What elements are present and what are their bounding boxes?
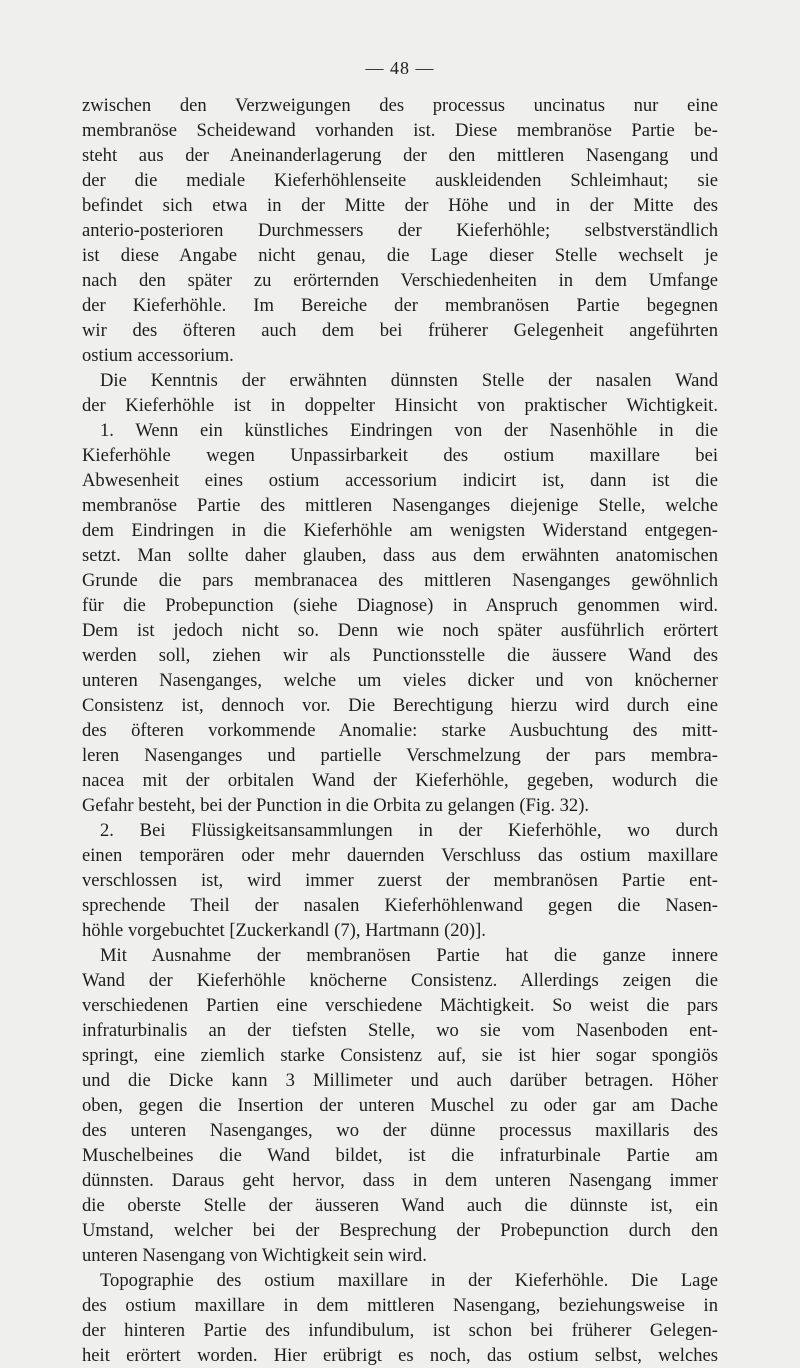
body-text: [82, 93, 718, 1368]
text-line: Kieferhöhle wegen Unpassirbarkeit des ostium maxillare bei: [82, 445, 718, 466]
text-line: heit erörtert worden. Hier erübrigt es noch, das ostium selbst, welches: [82, 1345, 718, 1366]
text-line: Mit Ausnahme der membranösen Partie hat die ganze innere: [100, 945, 718, 966]
text-line: membranöse Partie des mittleren Nasenganges diejenige Stelle, welche: [82, 495, 718, 516]
text-line: Die Kenntnis der erwähnten dünnsten Stelle der nasalen Wand: [100, 370, 718, 391]
text-line: des unteren Nasenganges, wo der dünne processus maxillaris des: [82, 1120, 718, 1141]
text-line: nach den später zu erörternden Verschiedenheiten in dem Umfange: [82, 270, 718, 291]
text-line: 2. Bei Flüssigkeitsansammlungen in der Kieferhöhle, wo durch: [100, 820, 718, 841]
text-line: infraturbinalis an der tiefsten Stelle, wo sie vom Nasenboden ent-: [82, 1020, 718, 1041]
text-line: Abwesenheit eines ostium accessorium indicirt ist, dann ist die: [82, 470, 718, 491]
text-line: Consistenz ist, dennoch vor. Die Berechtigung hierzu wird durch eine: [82, 695, 718, 716]
text-line: Wand der Kieferhöhle knöcherne Consistenz. Allerdings zeigen die: [82, 970, 718, 991]
text-line: setzt. Man sollte daher glauben, dass aus dem erwähnten anatomischen: [82, 545, 718, 566]
text-line: membranöse Scheidewand vorhanden ist. Diese membranöse Partie be-: [82, 120, 718, 141]
text-line: des ostium maxillare in dem mittleren Nasengang, beziehungsweise in: [82, 1295, 718, 1316]
text-line: der die mediale Kieferhöhlenseite auskleidenden Schleimhaut; sie: [82, 170, 718, 191]
text-line: der Kieferhöhle. Im Bereiche der membranösen Partie begegnen: [82, 295, 718, 316]
text-line: einen temporären oder mehr dauernden Verschluss das ostium maxillare: [82, 845, 718, 866]
text-line: oben, gegen die Insertion der unteren Muschel zu oder gar am Dache: [82, 1095, 718, 1116]
text-line: wir des öfteren auch dem bei früherer Gelegenheit angeführten: [82, 320, 718, 341]
text-line: Topographie des ostium maxillare in der Kieferhöhle. Die Lage: [100, 1270, 718, 1291]
text-line: verschiedenen Partien eine verschiedene Mächtigkeit. So weist die pars: [82, 995, 718, 1016]
text-line: befindet sich etwa in der Mitte der Höhe und in der Mitte des: [82, 195, 718, 216]
text-line: springt, eine ziemlich starke Consistenz auf, sie ist hier sogar spongiös: [82, 1045, 718, 1066]
text-line: sprechende Theil der nasalen Kieferhöhlenwand gegen die Nasen-: [82, 895, 718, 916]
text-line: Dem ist jedoch nicht so. Denn wie noch später ausführlich erörtert: [82, 620, 718, 641]
text-line: ostium accessorium.: [82, 345, 234, 366]
text-line: die oberste Stelle der äusseren Wand auch die dünnste ist, ein: [82, 1195, 718, 1216]
text-line: dem Eindringen in die Kieferhöhle am wenigsten Widerstand entgegen-: [82, 520, 718, 541]
text-line: ist diese Angabe nicht genau, die Lage dieser Stelle wechselt je: [82, 245, 718, 266]
text-line: unteren Nasengang von Wichtigkeit sein wird.: [82, 1245, 427, 1266]
text-line: nacea mit der orbitalen Wand der Kieferhöhle, gegeben, wodurch die: [82, 770, 718, 791]
text-line: der hinteren Partie des infundibulum, ist schon bei früherer Gelegen-: [82, 1320, 718, 1341]
text-line: der Kieferhöhle ist in doppelter Hinsicht von praktischer Wichtigkeit.: [82, 395, 718, 416]
text-line: unteren Nasenganges, welche um vieles dicker und von knöcherner: [82, 670, 718, 691]
text-line: 1. Wenn ein künstliches Eindringen von der Nasenhöhle in die: [100, 420, 718, 441]
text-line: Umstand, welcher bei der Besprechung der Probepunction durch den: [82, 1220, 718, 1241]
text-line: steht aus der Aneinanderlagerung der den mittleren Nasengang und: [82, 145, 718, 166]
text-line: des öfteren vorkommende Anomalie: starke Ausbuchtung des mitt-: [82, 720, 718, 741]
text-line: höhle vorgebuchtet [Zuckerkandl (7), Hartmann (20)].: [82, 920, 486, 941]
text-line: zwischen den Verzweigungen des processus uncinatus nur eine: [82, 95, 718, 116]
text-line: für die Probepunction (siehe Diagnose) in Anspruch genommen wird.: [82, 595, 718, 616]
text-line: Muschelbeines die Wand bildet, ist die infraturbinale Partie am: [82, 1145, 718, 1166]
text-line: anterio-posterioren Durchmessers der Kieferhöhle; selbstverständlich: [82, 220, 718, 241]
text-line: und die Dicke kann 3 Millimeter und auch darüber betragen. Höher: [82, 1070, 718, 1091]
text-line: dünnsten. Daraus geht hervor, dass in dem unteren Nasengang immer: [82, 1170, 718, 1191]
page-number: — 48 —: [365, 58, 435, 78]
text-line: leren Nasenganges und partielle Verschmelzung der pars membra-: [82, 745, 718, 766]
text-line: verschlossen ist, wird immer zuerst der membranösen Partie ent-: [82, 870, 718, 891]
text-line: Grunde die pars membranacea des mittleren Nasenganges gewöhnlich: [82, 570, 718, 591]
text-line: werden soll, ziehen wir als Punctionsstelle die äussere Wand des: [82, 645, 718, 666]
text-line: Gefahr besteht, bei der Punction in die Orbita zu gelangen (Fig. 32).: [82, 795, 590, 816]
